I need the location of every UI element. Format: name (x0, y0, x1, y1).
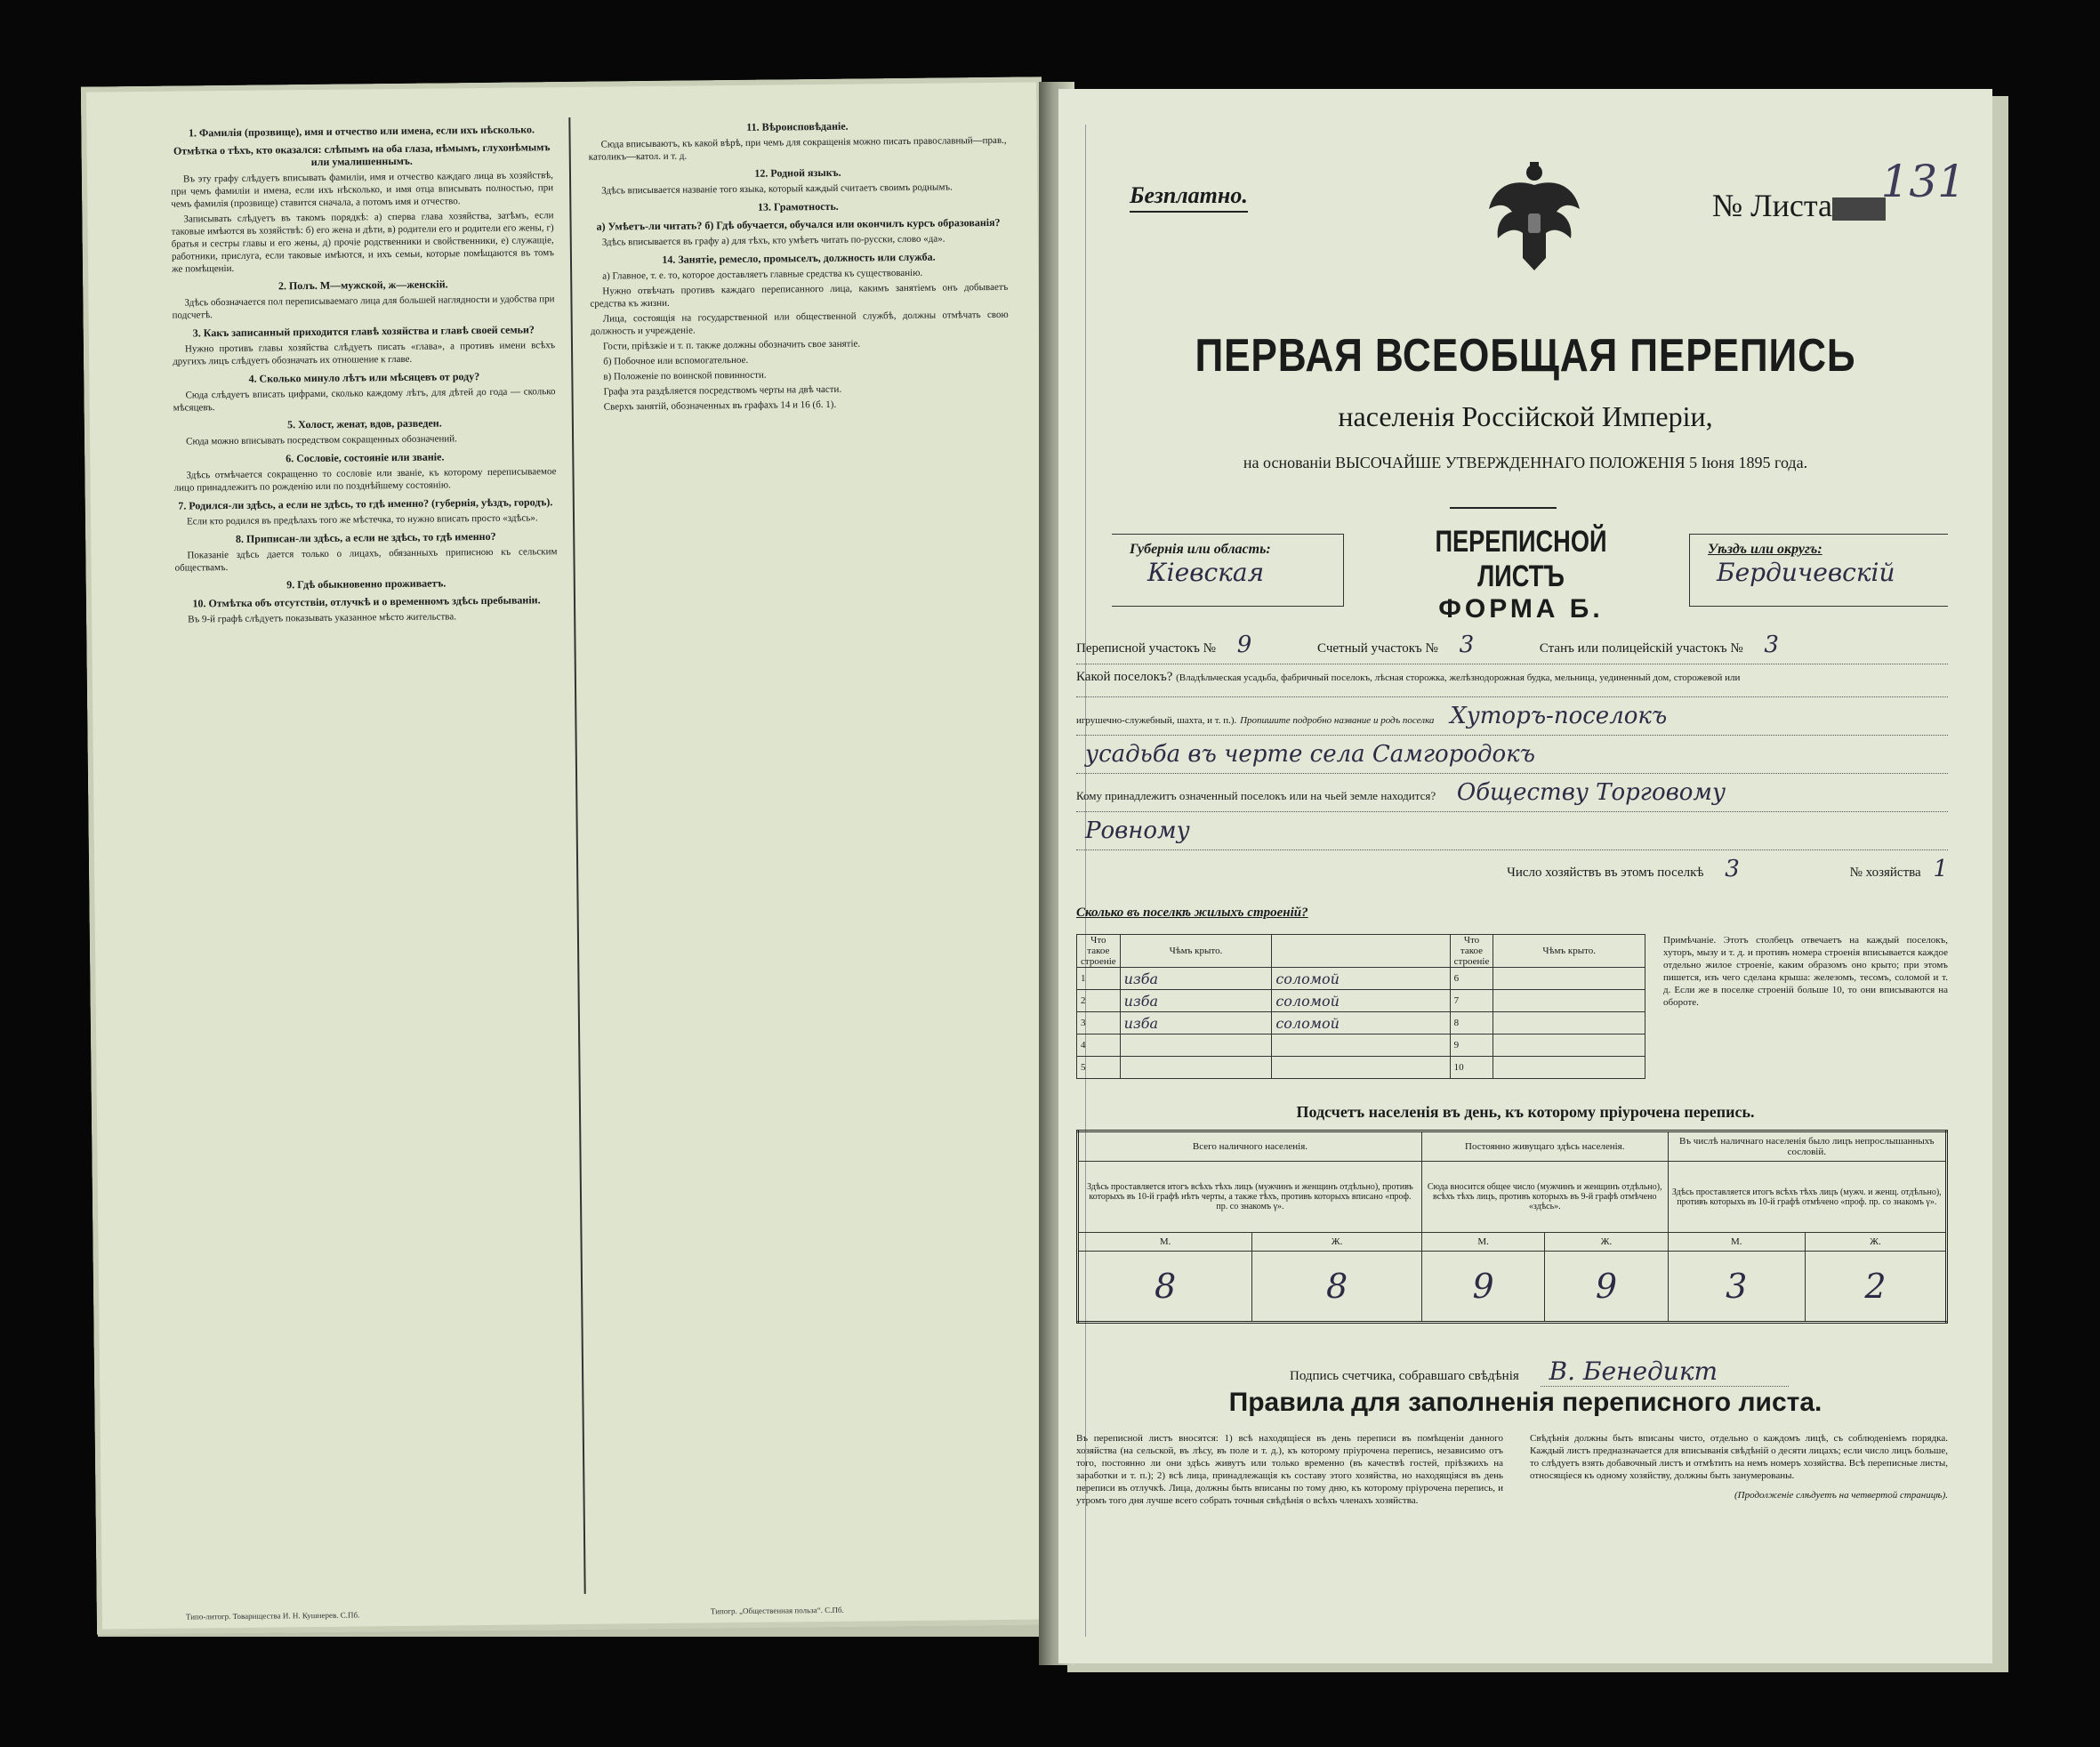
households-count-value: 3 (1725, 856, 1740, 882)
gubernia-value: Кіевская (1147, 558, 1265, 587)
table-cell (1493, 1035, 1645, 1057)
pop-desc-present: Здѣсь проставляется итогъ всѣхъ тѣхъ лицъ (мужчинъ и женщинъ отдѣльно), противъ которыхъ въ 10-й графѣ нѣтъ черты, а также тѣхъ, противъ которыхъ вписано «проф. пр. со знакомъ γ». (1078, 1162, 1422, 1233)
table-row (1077, 1035, 1645, 1057)
pop-head-unknown-estate: Въ числѣ наличнаго населенія было лицъ непрослышанныхъ сословій. (1668, 1131, 1946, 1162)
pop-head-present: Всего наличного населенія. (1078, 1131, 1422, 1162)
table-cell: 10 (1450, 1057, 1493, 1079)
printer-note-right: Типогр. „Общественная польза“. С.Пб. (710, 1605, 844, 1616)
table-cell: изба (1120, 990, 1272, 1012)
title-rule (1450, 507, 1557, 509)
table-cell: 4 (1077, 1035, 1121, 1057)
column-divider (568, 117, 585, 1594)
counting-district-value: 3 (1459, 632, 1475, 658)
table-row (1077, 1057, 1645, 1079)
settlement-name-line-2 (1076, 741, 1948, 774)
table-cell (1120, 1057, 1272, 1079)
section-heading: 14. Занятіе, ремесло, промыселъ, должность или служба. (662, 250, 936, 266)
sheet-number-label: № Листа (1712, 187, 1886, 224)
table-cell (1493, 990, 1645, 1012)
section-text: Нужно противъ главы хозяйства слѣдуетъ писать «глава», а противъ имени всѣхъ другихъ лицъ слѣдуетъ обозначать их отношение к главе. (173, 340, 556, 367)
form-title: ПЕРЕПИСНОЙ ЛИСТЪ (1435, 525, 1607, 593)
resident-female-count: 9 (1545, 1252, 1668, 1323)
households-line (1076, 856, 1948, 888)
table-cell: 2 (1077, 990, 1121, 1012)
table-cell: 1 (1077, 968, 1121, 990)
section-heading: 12. Родной языкъ. (754, 165, 841, 180)
section-text: в) Положеніе по воинской повинности. (603, 369, 767, 382)
table-cell (1493, 968, 1645, 990)
form-title-box (1361, 525, 1681, 624)
signature-value: В. Бенедикт (1541, 1357, 1790, 1387)
table-cell: соломой (1272, 990, 1450, 1012)
section-heading: 3. Какъ записанный приходится главѣ хозяйства и главѣ своей семьи? (192, 323, 535, 340)
table-row (1077, 1012, 1645, 1035)
section-text: Нужно отвѣчать противъ каждаго переписанного лица, какимъ занятіемъ онъ добываетъ средства къ жизни. (590, 281, 1009, 310)
section-text: Графа эта раздѣляется посредствомъ черты на двѣ части. (603, 383, 842, 398)
rules-continued-note: (Продолженіе слѣдуетъ на четвертой страницѣ). (1734, 1490, 1948, 1501)
table-cell: соломой (1272, 1012, 1450, 1035)
enumerator-signature-line (1290, 1357, 1789, 1386)
form-legal-basis: на основаніи ВЫСОЧАЙШЕ УТВЕРЖДЕННАГО ПОЛОЖЕНІЯ 5 Іюня 1895 года. (1243, 454, 1808, 471)
section-text: Сюда можно вписывать посредством сокращенных обозначений. (186, 433, 457, 447)
redacted-box (1832, 197, 1886, 221)
table-cell (1493, 1012, 1645, 1035)
table-cell: 6 (1450, 968, 1493, 990)
column-header: Чѣмъ крыто. (1493, 935, 1645, 968)
unknown-estate-female-count: 2 (1805, 1252, 1946, 1323)
rules-column-2-text: Свѣдѣнія должны быть вписаны чисто, отдельно о каждомъ лицѣ, съ соблюденіемъ порядка. Каждый листъ предназначается для вписыванія свѣдѣній о десяти лицахъ; если число лицъ больше, то слѣдуетъ взять добавочный листъ и отмѣтить на немъ номеръ хозяйства. Всѣ переписные листы, относящіеся къ одному хозяйству, должны быть занумерованы. (1530, 1433, 1948, 1481)
section-heading: 2. Полъ. М—мужской, ж—женскій. (278, 278, 448, 293)
section-text: Здѣсь вписывается въ графу а) для тѣхъ, кто умѣетъ читать по-русски, слово «да». (601, 233, 945, 248)
sex-male-label: М. (1421, 1233, 1544, 1252)
rules-title: Правила для заполненія переписного листа. (1228, 1388, 1822, 1417)
section-heading: 9. Гдѣ обыкновенно проживаетъ. (286, 576, 447, 592)
gubernia-box (1112, 534, 1344, 607)
table-cell (1272, 1035, 1450, 1057)
section-text: Въ 9-й графѣ слѣдуетъ показывать указанное мѣсто жительства. (188, 611, 457, 625)
settlement-name-value: Хуторъ-поселокъ (1450, 703, 1668, 729)
table-cell: изба (1120, 968, 1272, 990)
owner-value: Обществу Торговому (1456, 779, 1726, 806)
owner-line (1076, 779, 1948, 812)
double-headed-eagle-icon (1485, 160, 1583, 276)
pop-desc-unknown-estate: Здѣсь проставляется итогъ всѣхъ тѣхъ лицъ (мужч. и женщ. отдѣльно), противъ которыхъ въ 10-й графѣ отмѣчено «проф. пр. со знакомъ γ». (1668, 1162, 1946, 1233)
column-header: Чѣмъ крыто. (1120, 935, 1272, 968)
section-text: Если кто родился въ предѣлахъ того же мѣстечка, то нужно вписать просто «здѣсь». (186, 512, 538, 527)
instructions-column-1 (170, 117, 567, 1598)
pop-desc-resident: Сюда вносится общее число (мужчинъ и женщинъ отдѣльно), всѣхъ тѣхъ лицъ, противъ которыхъ въ 9-й графѣ отмѣчено «здѣсь». (1421, 1162, 1668, 1233)
census-form-page (1058, 89, 1992, 1663)
section-heading: а) Умѣетъ-ли читать? б) Гдѣ обучается, обучался или окончилъ курсъ образованія? (596, 215, 1001, 233)
section-text: Сверхъ занятій, обозначенных въ графахъ 14 и 16 (б. 1). (603, 399, 837, 413)
section-heading: 11. Вѣроисповѣданіе. (746, 119, 849, 133)
owner-label: Кому принадлежитъ означенный поселокъ или на чьей земле находится? (1076, 789, 1436, 802)
table-row (1077, 968, 1645, 990)
table-cell (1272, 1057, 1450, 1079)
buildings-note: Примѣчаніе. Этотъ столбецъ отвечаетъ на каждый поселокъ, хуторъ, мызу и т. д. и противъ номера строенія вписывается каждое отдельно жилое строеніе, каким образомъ оно крыто; при этомъ пишется, изъ чего сделана крыша: железомъ, тесомъ, соломой и т. д. Если же в поселке строеній больше 10, то они вписываются на обороте. (1663, 935, 1948, 1008)
section-heading: 5. Холост, женат, вдов, разведен. (287, 416, 442, 431)
header-boxes (1112, 525, 1948, 623)
pop-head-resident: Постоянно живущаго здѣсь населенія. (1421, 1131, 1668, 1162)
section-text: Показаніе здѣсь дается только о лицахъ, обязанныхъ приписною къ сельским обществамъ. (174, 546, 558, 574)
uezd-value: Бердичевскій (1717, 558, 1895, 587)
owner-line-2 (1076, 817, 1948, 850)
section-text: б) Побочное или вспомогательное. (603, 354, 749, 367)
police-district-label: Станъ или полицейскій участокъ № (1539, 641, 1743, 656)
section-heading: 6. Сословіе, состояніе или званіе. (286, 450, 445, 465)
table-cell: 9 (1450, 1035, 1493, 1057)
table-header-row (1077, 935, 1645, 968)
settlement-name-hint: Пропишите подробно название и родъ поселка (1240, 715, 1435, 726)
form-name: ФОРМА Б. (1438, 594, 1604, 624)
section-text: Здѣсь вписывается названіе того языка, который каждый считаетъ своимъ роднымъ. (601, 181, 953, 197)
sex-female-label: Ж. (1805, 1233, 1946, 1252)
form-subtitle: населенія Россійской Имперіи, (1338, 400, 1713, 432)
section-text: Здѣсь обозначается пол переписываемаго лица для большей наглядности и удобства при подсчетѣ. (172, 294, 555, 321)
section-text: а) Главное, т. е. то, которое доставляетъ главные средства къ существованію. (602, 267, 923, 282)
uezd-label: Уѣздъ или округъ: (1708, 542, 1822, 557)
free-label: Безплатно. (1130, 182, 1248, 213)
form-main-title: ПЕРВАЯ ВСЕОБЩАЯ ПЕРЕПИСЬ (1195, 330, 1856, 382)
household-number-value: 1 (1933, 856, 1948, 882)
table-cell (1120, 1035, 1272, 1057)
population-table (1076, 1130, 1948, 1324)
gubernia-label: Губернія или область: (1130, 542, 1271, 557)
resident-male-count: 9 (1421, 1252, 1544, 1323)
section-heading: Отмѣтка о тѣхъ, кто оказался: слѣпымъ на оба глаза, нѣмымъ, глухонѣмымъ или умалишеннымъ. (173, 141, 551, 168)
table-row (1077, 990, 1645, 1012)
settlement-type-hint: (Владѣльческая усадьба, фабричный поселокъ, лѣсная сторожка, желѣзнодорожная будка, мельница, уединенный дом, сторожевой или (1176, 672, 1741, 683)
table-cell: 3 (1077, 1012, 1121, 1035)
buildings-title: Сколько въ поселкѣ жилыхъ строеній? (1076, 906, 1308, 920)
left-page (81, 76, 1058, 1634)
table-cell: соломой (1272, 968, 1450, 990)
sex-female-label: Ж. (1252, 1233, 1422, 1252)
section-heading: 4. Сколько минуло лѣтъ или мѣсяцевъ от роду? (248, 370, 480, 385)
household-number-label: № хозяйства (1849, 865, 1921, 880)
section-heading: 1. Фамилія (прозвище), имя и отчество или имена, если ихъ нѣсколько. (188, 123, 535, 140)
rules-column-2 (1530, 1432, 1948, 1501)
section-text: Сюда вписываютъ, къ какой вѣрѣ, при чемъ для сокращенія можно писать православный—прав., католикъ—катол. и т. д. (588, 134, 1007, 163)
section-heading: 13. Грамотность. (757, 199, 839, 213)
settlement-type-hint-2: игрушечно-служебный, шахта, и т. п.). (1076, 715, 1237, 726)
column-header: Что такое строеніе (1077, 935, 1121, 968)
section-text: Здѣсь отмѣчается сокращенно то сословіе или званіе, къ которому переписываемое лицо принадлежитъ по рожденію или по позднѣйшему состоянію. (173, 466, 557, 494)
census-district-value: 9 (1236, 632, 1252, 658)
population-count-title: Подсчетъ населенія въ день, къ которому пріурочена перепись. (1296, 1103, 1755, 1121)
printer-note-left: Типо-литогр. Товарищества И. Н. Кушнерев. С.Пб. (185, 1610, 360, 1622)
section-text: Сюда слѣдуетъ вписать цифрами, сколько каждому лѣтъ, для дѣтей до года — сколько мѣсяцевъ. (173, 386, 556, 414)
section-text: Записывать слѣдуетъ въ такомъ порядкѣ: а) сперва глава хозяйства, затѣмъ, если таковые имѣются въ хозяйствѣ: б) его жена и дѣти, в) родители его и родители его жены, г) братья и сестры главы и его жены, д) прочіе родственники и свойственники, е) служащіе, работники, прислуга, если таковые имѣются, и ихъ семьи, которые помѣщаются въ томъ же помѣщеніи. (171, 210, 554, 275)
column-header (1272, 935, 1450, 968)
table-cell: 8 (1450, 1012, 1493, 1035)
owner-value-2: Ровному (1085, 817, 1190, 844)
table-cell (1493, 1057, 1645, 1079)
instructions-column-2 (588, 113, 1021, 1594)
section-text: Въ эту графу слѣдуетъ вписывать фамиліи, имя и отчество каждаго лица въ хозяйствѣ, при чемъ фамиліи и имена, если ихъ нѣсколько, и имя отца вписывать полностью, при чемъ фамилія (прозвище) ставится сначала, а потомъ имя и отчество. (171, 170, 554, 210)
section-text: Лица, состоящія на государственной или общественной службѣ, должны отмѣчать свою должность и учрежденіе. (590, 309, 1009, 337)
unknown-estate-male-count: 3 (1668, 1252, 1805, 1323)
handwritten-sheet-number: 131 (1880, 156, 1966, 207)
counting-district-label: Счетный участокъ № (1317, 641, 1438, 656)
uezd-box (1689, 534, 1948, 607)
column-header: Что такое строеніе (1450, 935, 1493, 968)
settlement-name-value-2: усадьба въ черте села Самгородокъ (1085, 741, 1535, 768)
table-cell: 7 (1450, 990, 1493, 1012)
location-lines (1076, 632, 1948, 893)
census-district-label: Переписной участокъ № (1076, 641, 1216, 656)
section-heading: 10. Отмѣтка объ отсутствіи, отлучкѣ и о временномъ здѣсь пребываніи. (192, 593, 541, 610)
sex-male-label: М. (1668, 1233, 1805, 1252)
buildings-table (1076, 934, 1645, 1079)
section-heading: 8. Приписан-ли здѣсь, а если не здѣсь, то гдѣ именно? (235, 529, 496, 545)
table-cell: изба (1120, 1012, 1272, 1035)
settlement-type-line (1076, 670, 1948, 697)
sex-male-label: М. (1078, 1233, 1252, 1252)
present-female-count: 8 (1252, 1252, 1422, 1323)
settlement-name-line (1076, 703, 1948, 736)
police-district-value: 3 (1764, 632, 1779, 658)
section-text: Гости, пріѣзжіе и т. п. также должны обозначить свое занятіе. (602, 338, 861, 352)
settlement-type-label: Какой поселокъ? (1076, 670, 1173, 684)
households-count-label: Число хозяйствъ въ этомъ поселкѣ (1507, 865, 1704, 880)
signature-label: Подпись счетчика, собравшаго свѣдѣнія (1290, 1369, 1519, 1383)
district-line (1076, 632, 1948, 664)
sex-female-label: Ж. (1545, 1233, 1668, 1252)
rules-column-1: Въ переписной листъ вносятся: 1) всѣ находящіеся въ день переписи въ помѣщеніи данного хозяйства (на сельской, въ лѣсу, въ поле и т. д.), къ которому пріурочена перепись, независимо отъ того, постоянно ли они здѣсь живутъ или только временно (въ качествѣ гостей, пріѣзжихъ на заработки и т. п.); 2) всѣ лица, принадлежащія къ составу этого хозяйства, но находящіяся въ день переписи въ отлучкѣ. Лица, должны быть вписаны по тому дню, къ которому пріурочена перепись, и утромъ того дня лучше всего собрать точныя свѣдѣнія о всѣхъ членахъ хозяйства. (1076, 1433, 1503, 1506)
present-male-count: 8 (1078, 1252, 1252, 1323)
table-cell: 5 (1077, 1057, 1121, 1079)
section-heading: 7. Родился-ли здѣсь, а если не здѣсь, то гдѣ именно? (губернія, уѣздъ, городъ). (178, 495, 553, 512)
